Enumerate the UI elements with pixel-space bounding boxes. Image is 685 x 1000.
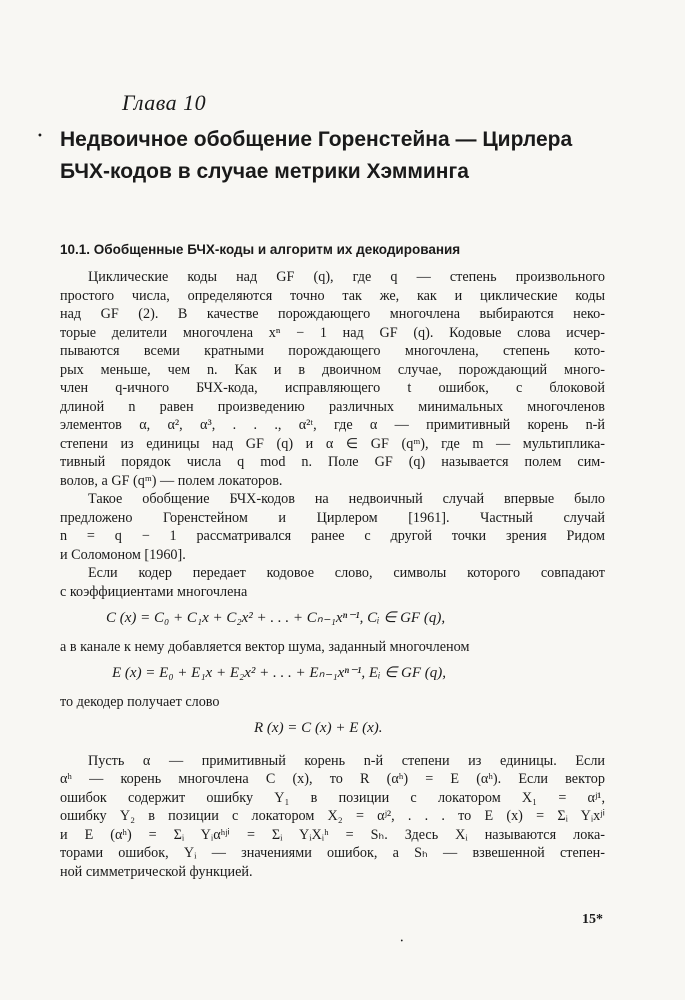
text-line: тивный порядок числа q mod n. Поле GF (q) называется полем сим- (60, 454, 605, 470)
page-number: 15* (582, 912, 603, 927)
chapter-title (60, 124, 620, 188)
text-line: член q-ичного БЧХ-кода, исправляющего t ошибок, с блоковой (60, 380, 605, 396)
text-line: то декодер получает слово (60, 693, 220, 710)
text-line: и E (αʰ) = Σᵢ Yᵢαʰʲⁱ = Σᵢ YᵢXᵢʰ = Sₕ. Здесь Xᵢ называются лока- (60, 826, 605, 843)
chapter-title-line: Недвоичное обобщение Горенстейна — Цирлера (60, 128, 573, 151)
print-speck: • (400, 938, 404, 945)
text-line: простого числа, определяются точно так же, как и циклические коды (60, 287, 605, 304)
text-line: Циклические коды над GF (q), где q — степень произвольного (88, 269, 605, 285)
text-line: ной симметрической функцией. (60, 863, 253, 880)
text-line: Если кодер передает кодовое слово, символы которого совпадают (88, 565, 605, 581)
text-line: над GF (2). В качестве порождающего многочлена выбираются неко- (60, 306, 605, 322)
text-line: а в канале к нему добавляется вектор шума, заданный многочленом (60, 638, 470, 655)
text-line: торые делители многочлена xⁿ − 1 над GF (q). Кодовые слова исчер- (60, 324, 605, 341)
text-line: волов, а GF (qᵐ) — полем локаторов. (60, 472, 283, 489)
chapter-label: Глава 10 (122, 90, 207, 115)
body-text (60, 268, 605, 881)
text-line: n = q − 1 рассматривался ранее с другой точки зрения Ридом (60, 528, 605, 544)
chapter-title-line: БЧХ-кодов в случае метрики Хэмминга (60, 160, 469, 183)
text-line: пываются всеми кратными порождающего многочлена, степень кото- (60, 343, 605, 359)
text-line: предложено Горенстейном и Цирлером [1961]. Частный случай (60, 509, 605, 526)
text-line: рых меньше, чем n. Как и в двоичном случае, порождающий много- (60, 361, 605, 378)
text-line: Пусть α — примитивный корень n-й степени из единицы. Если (88, 752, 605, 769)
text-line: Такое обобщение БЧХ-кодов на недвоичный случай впервые было (88, 491, 605, 507)
text-line: торами ошибок, Yᵢ — значениями ошибок, а Sₕ — взвешенной степен- (60, 845, 605, 861)
section-heading: 10.1. Обобщенные БЧХ-коды и алгоритм их декодирования (60, 242, 461, 257)
text-line: αʰ — корень многочлена C (x), то R (αʰ) = E (αʰ). Если вектор (60, 771, 605, 787)
text-line: элементов α, α², α³, . . ., α²ᵗ, где α — примитивный корень n-й (60, 417, 605, 433)
text-line: с коэффициентами многочлена (60, 583, 248, 600)
equation-received: R (x) = C (x) + E (x). (254, 720, 383, 736)
equation-codeword: C (x) = C₀ + C₁x + C₂x² + . . . + Cₙ₋₁xⁿ⁻¹, Cᵢ ∈ GF (q), (106, 610, 446, 626)
text-line: степени из единицы над GF (q) и α ∈ GF (qᵐ), где m — мультиплика- (60, 435, 605, 452)
equation-error: E (x) = E₀ + E₁x + E₂x² + . . . + Eₙ₋₁xⁿ⁻¹, Eᵢ ∈ GF (q), (112, 665, 447, 681)
text-line: ошибок содержит ошибку Y₁ в позиции с локатором X₁ = αʲ¹, (60, 789, 605, 806)
text-line: и Соломоном [1960]. (60, 546, 186, 563)
text-line: длиной n равен произведению различных минимальных многочленов (60, 398, 605, 415)
text-line: ошибку Y₂ в позиции с локатором X₂ = αʲ², . . . то E (x) = Σᵢ Yᵢxʲⁱ (60, 808, 605, 824)
margin-dot: • (37, 131, 43, 142)
